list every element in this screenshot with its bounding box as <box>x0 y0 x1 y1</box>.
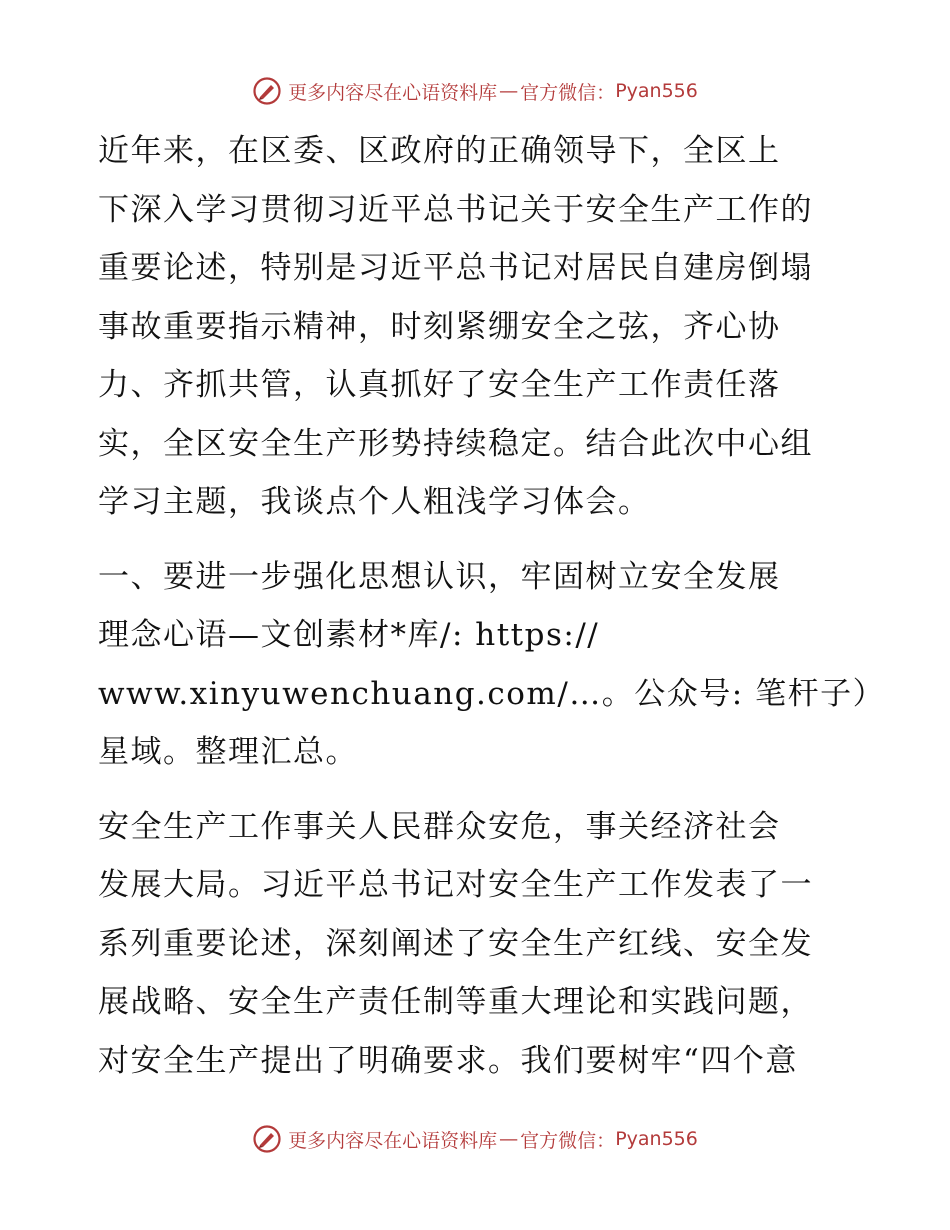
text-line: 力、齐抓共管，认真抓好了安全生产工作责任落 <box>98 367 781 403</box>
text-line: 理念心语—文创素材*库/: https:// <box>98 617 600 653</box>
pen-logo-icon <box>252 76 282 106</box>
banner-text: 更多内容尽在心语资料库 <box>288 81 498 104</box>
footer-banner <box>0 1122 950 1156</box>
text-line: 事故重要指示精神，时刻紧绷安全之弦，齐心协 <box>98 308 781 345</box>
banner-separator: — <box>499 1128 519 1150</box>
text-line: 展战略、安全生产责任制等重大理论和实践问题， <box>98 984 813 1020</box>
banner-wechat-id: Pyan556 <box>615 1128 698 1150</box>
text-line: 星域。整理汇总。 <box>98 734 358 770</box>
text-line: 发展大局。习近平总书记对安全生产工作发表了一 <box>98 867 813 903</box>
paragraph-intro <box>98 122 858 532</box>
banner-wechat-label: 官方微信： <box>520 81 616 104</box>
paragraph-body <box>98 798 858 1091</box>
text-line: www.xinyuwenchuang.com/…。公众号: 笔杆子） <box>98 675 886 712</box>
text-line: 一、要进一步强化思想认识，牢固树立安全发展 <box>98 558 781 595</box>
document-body <box>98 122 886 1106</box>
pen-logo-icon <box>252 1124 282 1154</box>
banner-separator: — <box>499 80 519 102</box>
text-line: 重要论述，特别是习近平总书记对居民自建房倒塌 <box>98 250 813 286</box>
header-banner <box>0 74 950 108</box>
banner-text: 更多内容尽在心语资料库 <box>288 1129 498 1152</box>
text-line: 近年来，在区委、区政府的正确领导下，全区上 <box>98 133 781 169</box>
text-line: 系列重要论述，深刻阐述了安全生产红线、安全发 <box>98 925 813 962</box>
text-line: 实，全区安全生产形势持续稳定。结合此次中心组 <box>98 425 813 462</box>
text-line: 下深入学习贯彻习近平总书记关于安全生产工作的 <box>98 191 813 228</box>
banner-wechat-id: Pyan556 <box>615 80 698 102</box>
text-line: 对安全生产提出了明确要求。我们要树牢“四个意 <box>98 1042 798 1079</box>
paragraph-section-heading <box>98 548 886 782</box>
banner-wechat-label: 官方微信： <box>520 1129 616 1152</box>
text-line: 学习主题，我谈点个人粗浅学习体会。 <box>98 484 651 520</box>
text-line: 安全生产工作事关人民群众安危，事关经济社会 <box>98 808 781 845</box>
